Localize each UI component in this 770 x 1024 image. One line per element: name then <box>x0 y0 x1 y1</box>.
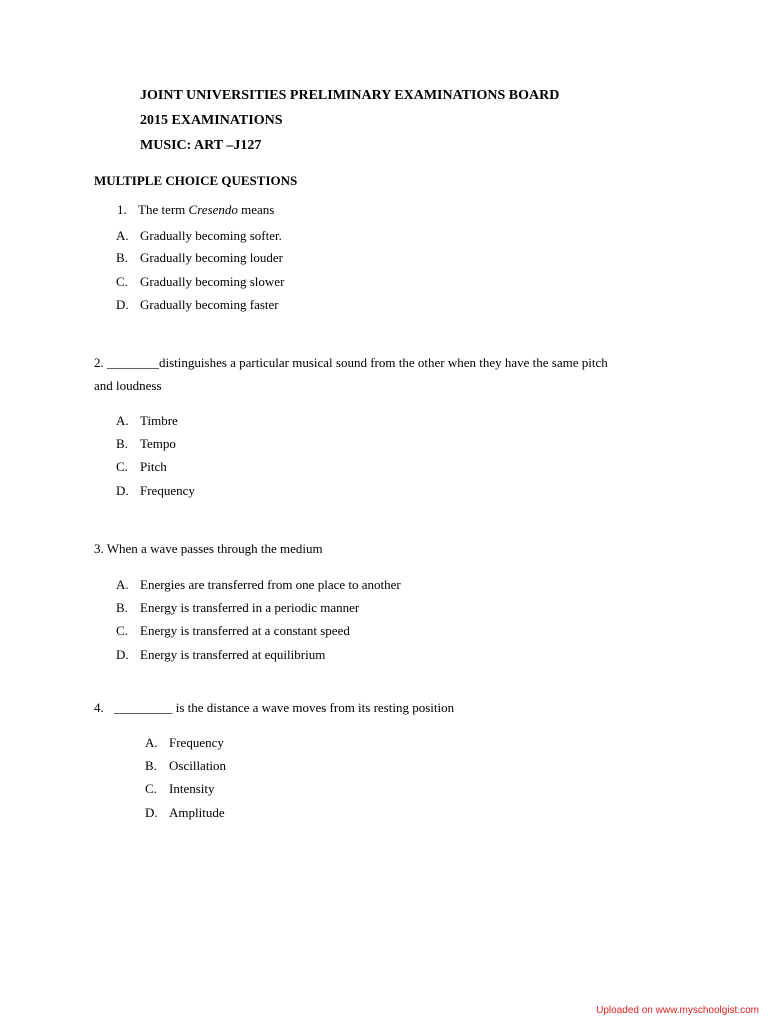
question-1-text-italic: Cresendo <box>188 202 238 217</box>
option-text: Gradually becoming faster <box>140 297 279 312</box>
option-letter: C. <box>116 274 128 289</box>
option-text: Pitch <box>140 459 167 474</box>
question-3: 3. When a wave passes through the medium <box>94 541 323 556</box>
option-letter: A. <box>116 577 129 592</box>
q4-option-d <box>145 805 225 821</box>
option-text: Amplitude <box>169 805 225 820</box>
option-text: Energy is transferred at equilibrium <box>140 647 326 662</box>
q2-option-c <box>116 459 167 475</box>
question-1-text <box>138 202 274 217</box>
q4-option-a <box>145 735 224 751</box>
q1-option-a <box>116 228 282 244</box>
option-text: Gradually becoming louder <box>140 250 283 265</box>
exam-board-title: JOINT UNIVERSITIES PRELIMINARY EXAMINATIONS BOARD <box>140 88 560 103</box>
question-4-text: _________ is the distance a wave moves from its resting position <box>114 700 455 715</box>
option-text: Oscillation <box>169 758 227 773</box>
question-4-number: 4. <box>94 700 104 715</box>
question-1-text-before: The term <box>138 202 189 217</box>
option-letter: B. <box>116 436 128 451</box>
exam-year: 2015 EXAMINATIONS <box>140 113 283 128</box>
q3-option-a <box>116 577 401 593</box>
q2-option-d <box>116 483 195 499</box>
option-letter: D. <box>145 805 158 820</box>
q3-option-b <box>116 600 359 616</box>
question-1 <box>117 202 274 218</box>
exam-subject: MUSIC: ART –J127 <box>140 138 262 153</box>
option-letter: B. <box>116 600 128 615</box>
option-letter: C. <box>116 623 128 638</box>
question-1-text-after: means <box>237 202 275 217</box>
option-letter: D. <box>116 483 129 498</box>
option-letter: D. <box>116 297 129 312</box>
option-text: Energy is transferred in a periodic manner <box>140 600 360 615</box>
q4-option-b <box>145 758 226 774</box>
q2-option-a <box>116 413 178 429</box>
q1-option-b <box>116 250 283 266</box>
option-text: Gradually becoming softer. <box>140 228 282 243</box>
option-letter: A. <box>145 735 158 750</box>
question-4 <box>94 700 454 716</box>
option-letter: B. <box>145 758 157 773</box>
q3-option-c <box>116 623 350 639</box>
q4-option-c <box>145 781 215 797</box>
option-text: Energy is transferred at a constant speed <box>140 623 350 638</box>
option-text: Tempo <box>140 436 176 451</box>
q3-option-d <box>116 647 325 663</box>
option-letter: D. <box>116 647 129 662</box>
option-letter: C. <box>116 459 128 474</box>
option-text: Frequency <box>169 735 224 750</box>
q1-option-c <box>116 274 284 290</box>
section-title: MULTIPLE CHOICE QUESTIONS <box>94 173 298 188</box>
q2-option-b <box>116 436 176 452</box>
option-text: Energies are transferred from one place to another <box>140 577 401 592</box>
upload-watermark: Uploaded on www.myschoolgist.com <box>596 1005 759 1016</box>
option-text: Intensity <box>169 781 215 796</box>
question-1-number: 1. <box>117 202 127 217</box>
option-letter: A. <box>116 228 129 243</box>
question-2-line-2: and loudness <box>94 378 162 393</box>
option-letter: A. <box>116 413 129 428</box>
option-text: Frequency <box>140 483 195 498</box>
question-2-line-1: 2. ________distinguishes a particular musical sound from the other when they have the same pitch <box>94 355 608 370</box>
option-text: Timbre <box>140 413 178 428</box>
option-letter: B. <box>116 250 128 265</box>
option-letter: C. <box>145 781 157 796</box>
option-text: Gradually becoming slower <box>140 274 285 289</box>
q1-option-d <box>116 297 279 313</box>
